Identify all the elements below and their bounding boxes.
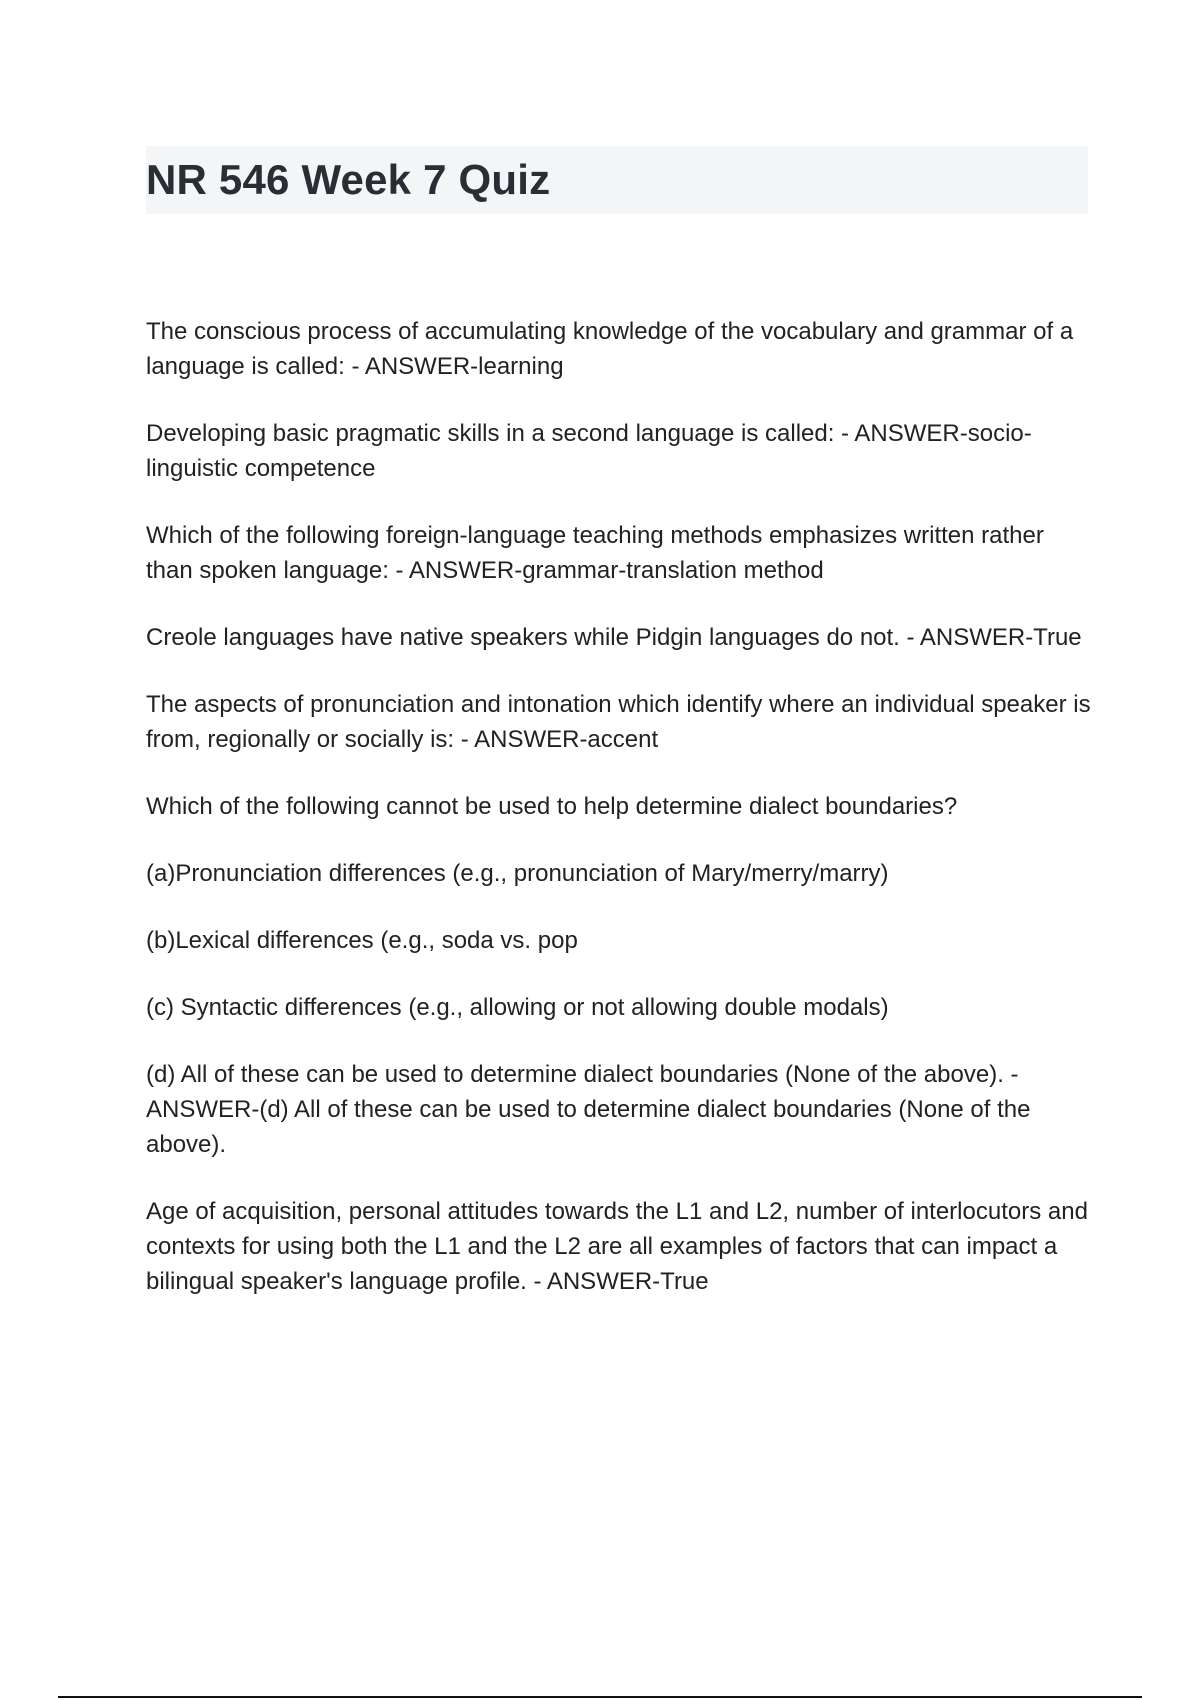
question-paragraph: Creole languages have native speakers while Pidgin languages do not. - ANSWER-True [146, 624, 1082, 651]
answer-option: (c) Syntactic differences (e.g., allowing or not allowing double modals) [146, 994, 889, 1021]
question-paragraph: The conscious process of accumulating knowledge of the vocabulary and grammar of a language is called: - ANSWER-learning [146, 318, 1074, 380]
question-paragraph: Which of the following cannot be used to help determine dialect boundaries? [146, 793, 958, 820]
question-paragraph: Which of the following foreign-language teaching methods emphasizes written rather than spoken language: - ANSWER-grammar-translation method [146, 522, 1044, 584]
quiz-content [146, 314, 1096, 1331]
question-paragraph: Developing basic pragmatic skills in a second language is called: - ANSWER-socio-linguistic competence [146, 420, 1032, 482]
page-title: NR 546 Week 7 Quiz [146, 156, 551, 203]
footer-rule [58, 1696, 1142, 1698]
question-paragraph: Age of acquisition, personal attitudes towards the L1 and L2, number of interlocutors and contexts for using both the L1 and the L2 are all examples of factors that can impact a bilingual speaker's language profile. - ANSWER-True [146, 1198, 1088, 1295]
answer-option: (a)Pronunciation differences (e.g., pronunciation of Mary/merry/marry) [146, 860, 889, 887]
question-paragraph: The aspects of pronunciation and intonation which identify where an individual speaker is from, regionally or socially is: - ANSWER-accent [146, 691, 1091, 753]
answer-option: (b)Lexical differences (e.g., soda vs. pop [146, 927, 578, 954]
answer-option: (d) All of these can be used to determine dialect boundaries (None of the above). - ANSWER-(d) All of these can be used to determine dialect boundaries (None of the above). [146, 1061, 1031, 1158]
